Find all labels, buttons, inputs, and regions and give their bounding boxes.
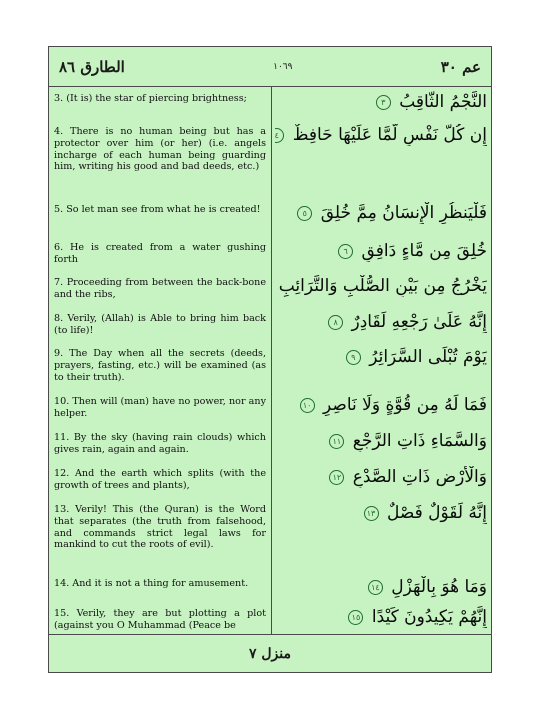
translation-verse-10: 10. Then will (man) have no power, nor any helper. [54, 396, 266, 419]
ayah-number-marker: ٤ [275, 128, 284, 143]
page-footer [49, 634, 491, 672]
arabic-verse-13 [275, 502, 487, 524]
verses-area [49, 87, 491, 634]
arabic-text: فَلْيَنظُرِ الْإِنسَانُ مِمَّ خُلِقَ [320, 203, 487, 223]
arabic-verse-8 [275, 311, 487, 333]
translation-verse-8: 8. Verily, (Allah) is Able to bring him back (to life)! [54, 313, 266, 336]
ayah-number-marker: ١٢ [329, 470, 344, 485]
translation-verse-12: 12. And the earth which splits (with the growth of trees and plants), [54, 468, 266, 491]
arabic-verse-10 [275, 394, 487, 416]
translation-verse-9: 9. The Day when all the secrets (deeds, prayers, fasting, etc.) will be examined (as to their truth). [54, 348, 266, 383]
arabic-verse-3 [275, 91, 487, 113]
translation-verse-14: 14. And it is not a thing for amusement. [54, 578, 249, 589]
ayah-number-marker: ٦ [338, 244, 353, 259]
arabic-text: يَخْرُجُ مِن بَيْنِ الصُّلْبِ وَالتَّرَائِبِ [278, 276, 487, 296]
arabic-verse-11 [275, 430, 487, 452]
ayah-number-marker: ١١ [329, 434, 344, 449]
page-frame [48, 46, 492, 673]
translation-verse-11: 11. By the sky (having rain clouds) which gives rain, again and again. [54, 432, 266, 455]
page-header [49, 47, 491, 87]
ayah-number-marker: ٣ [376, 95, 391, 110]
arabic-text: وَالْأَرْضِ ذَاتِ الصَّدْعِ [352, 467, 487, 487]
translation-verse-6: 6. He is created from a water gushing forth [54, 242, 266, 265]
arabic-text: إِن كُلُّ نَفْسٍ لَّمَّا عَلَيْهَا حَافِظٌ [292, 125, 487, 145]
arabic-text: وَمَا هُوَ بِالْهَزْلِ [391, 577, 487, 597]
ayah-number-marker: ١٠ [300, 398, 315, 413]
arabic-text: النَّجْمُ الثَّاقِبُ [399, 92, 487, 112]
ayah-number-marker: ١٤ [368, 580, 383, 595]
arabic-text: إِنَّهُمْ يَكِيدُونَ كَيْدًا [371, 607, 487, 627]
arabic-verse-9 [275, 346, 487, 368]
translation-verse-5: 5. So let man see from what he is created! [54, 204, 261, 215]
ayah-number-marker: ٨ [328, 315, 343, 330]
surah-title: الطارق ٨٦ [59, 57, 125, 76]
arabic-text: فَمَا لَهُ مِن قُوَّةٍ وَلَا نَاصِرٍ [323, 395, 487, 415]
arabic-verse-6 [275, 240, 487, 262]
translation-verse-15: 15. Verily, they are but plotting a plot (against you O Muhammad (Peace be [54, 608, 266, 631]
arabic-verse-12 [275, 466, 487, 488]
translation-verse-13: 13. Verily! This (the Quran) is the Word that separates (the truth from falsehood, and commands strict legal laws for mankind to cut the roots of evil). [54, 504, 266, 551]
arabic-verse-7 [275, 275, 487, 297]
translation-verse-7: 7. Proceeding from between the back-bone and the ribs, [54, 277, 266, 300]
arabic-text: إِنَّهُ لَقَوْلٌ فَصْلٌ [386, 503, 487, 523]
arabic-text: خُلِقَ مِن مَّاءٍ دَافِقٍ [361, 241, 487, 261]
column-divider [271, 87, 272, 634]
arabic-text: يَوْمَ تُبْلَى السَّرَائِرُ [369, 347, 487, 367]
page-number: ١٠٦٩ [273, 61, 293, 72]
arabic-text: وَالسَّمَاءِ ذَاتِ الرَّجْعِ [352, 431, 487, 451]
ayah-number-marker: ٥ [297, 206, 312, 221]
arabic-verse-15 [275, 606, 487, 628]
arabic-verse-4 [275, 124, 487, 146]
arabic-verse-14 [275, 576, 487, 598]
juz-title: عم ٣٠ [440, 57, 481, 76]
ayah-number-marker: ١٣ [364, 506, 379, 521]
arabic-text: إِنَّهُ عَلَىٰ رَجْعِهِ لَقَادِرٌ [351, 312, 487, 332]
translation-verse-3: 3. (It is) the star of piercing brightness; [54, 93, 247, 104]
translation-verse-4: 4. There is no human being but has a protector over him (or her) (i.e. angels incharge of each human being guarding him, writing his good and bad deeds, etc.) [54, 126, 266, 173]
manzil-label: منزل ٧ [248, 645, 292, 662]
ayah-number-marker: ١٥ [348, 610, 363, 625]
ayah-number-marker: ٩ [346, 350, 361, 365]
arabic-verse-5 [275, 202, 487, 224]
